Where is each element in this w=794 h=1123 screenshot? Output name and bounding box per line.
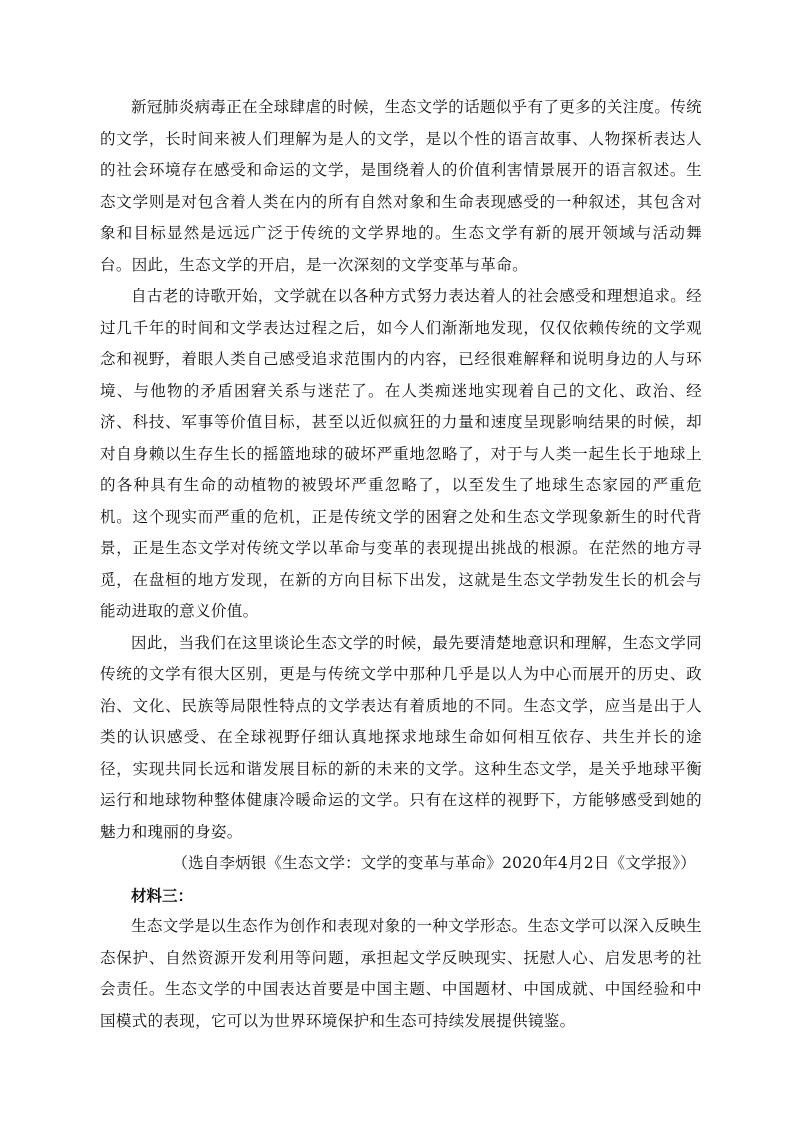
body-paragraph-2: 自古老的诗歌开始，文学就在以各种方式努力表达着人的社会感受和理想追求。经过几千年的时间和文学表达过程之后，如今人们渐渐地发现，仅仅依赖传统的文学观念和视野，着眼人类自己感受追求范围内的内容，已经很难解释和说明身边的人与环境、与他物的矛盾困窘关系与迷茫了。在人类痴迷地实现着自己的文化、政治、经济、科技、军事等价值目标，甚至以近似疯狂的力量和速度呈现影响结果的时候，却对自身赖以生存生长的摇篮地球的破坏严重地忽略了，对于与人类一起生长于地球上的各种具有生命的动植物的被毁坏严重忽略了，以至发生了地球生态家园的严重危机。这个现实而严重的危机，正是传统文学的困窘之处和生态文学现象新生的时代背景，正是生态文学对传统文学以革命与变革的表现提出挑战的根源。在茫然的地方寻觅，在盘桓的地方发现，在新的方向目标下出发，这就是生态文学勃发生长的机会与能动进取的意义价值。 xyxy=(100,287,702,620)
body-paragraph-1: 新冠肺炎病毒正在全球肆虐的时候，生态文学的话题似乎有了更多的关注度。传统的文学，长时间来被人们理解为是人的文学，是以个性的语言故事、人物探析表达人的社会环境存在感受和命运的文学，是围绕着人的价值利害情景展开的语言叙述。生态文学则是对包含着人类在内的所有自然对象和生命表现感受的一种叙述，其包含对象和目标显然是远远广泛于传统的文学界地的。生态文学有新的展开领域与活动舞台。因此，生态文学的开启，是一次深刻的文学变革与革命。 xyxy=(100,98,702,274)
source-citation: （选自李炳银《生态文学：文学的变革与革命》2020年4月2日《文学报》） xyxy=(172,854,696,872)
document-page xyxy=(100,92,702,1037)
material-3-paragraph: 生态文学是以生态作为创作和表现对象的一种文学形态。生态文学可以深入反映生态保护、自然资源开发利用等问题，承担起文学反映现实、抚慰人心、启发思考的社会责任。生态文学的中国表达首要是中国主题、中国题材、中国成就、中国经验和中国模式的表现，它可以为世界环境保护和生态可持续发展提供镜鉴。 xyxy=(100,917,702,1030)
body-paragraph-3: 因此，当我们在这里谈论生态文学的时候，最先要清楚地意识和理解，生态文学同传统的文学有很大区别，更是与传统文学中那种几乎是以人为中心而展开的历史、政治、文化、民族等局限性特点的文学表达有着质地的不同。生态文学，应当是出于人类的认识感受、在全球视野仔细认真地探求地球生命如何相互依存、共生并长的途径，实现共同长远和谐发展目标的新的未来的文学。这种生态文学，是关乎地球平衡运行和地球物种整体健康冷暖命运的文学。只有在这样的视野下，方能够感受到她的魅力和瑰丽的身姿。 xyxy=(100,633,702,841)
material-3-heading: 材料三： xyxy=(131,885,194,905)
